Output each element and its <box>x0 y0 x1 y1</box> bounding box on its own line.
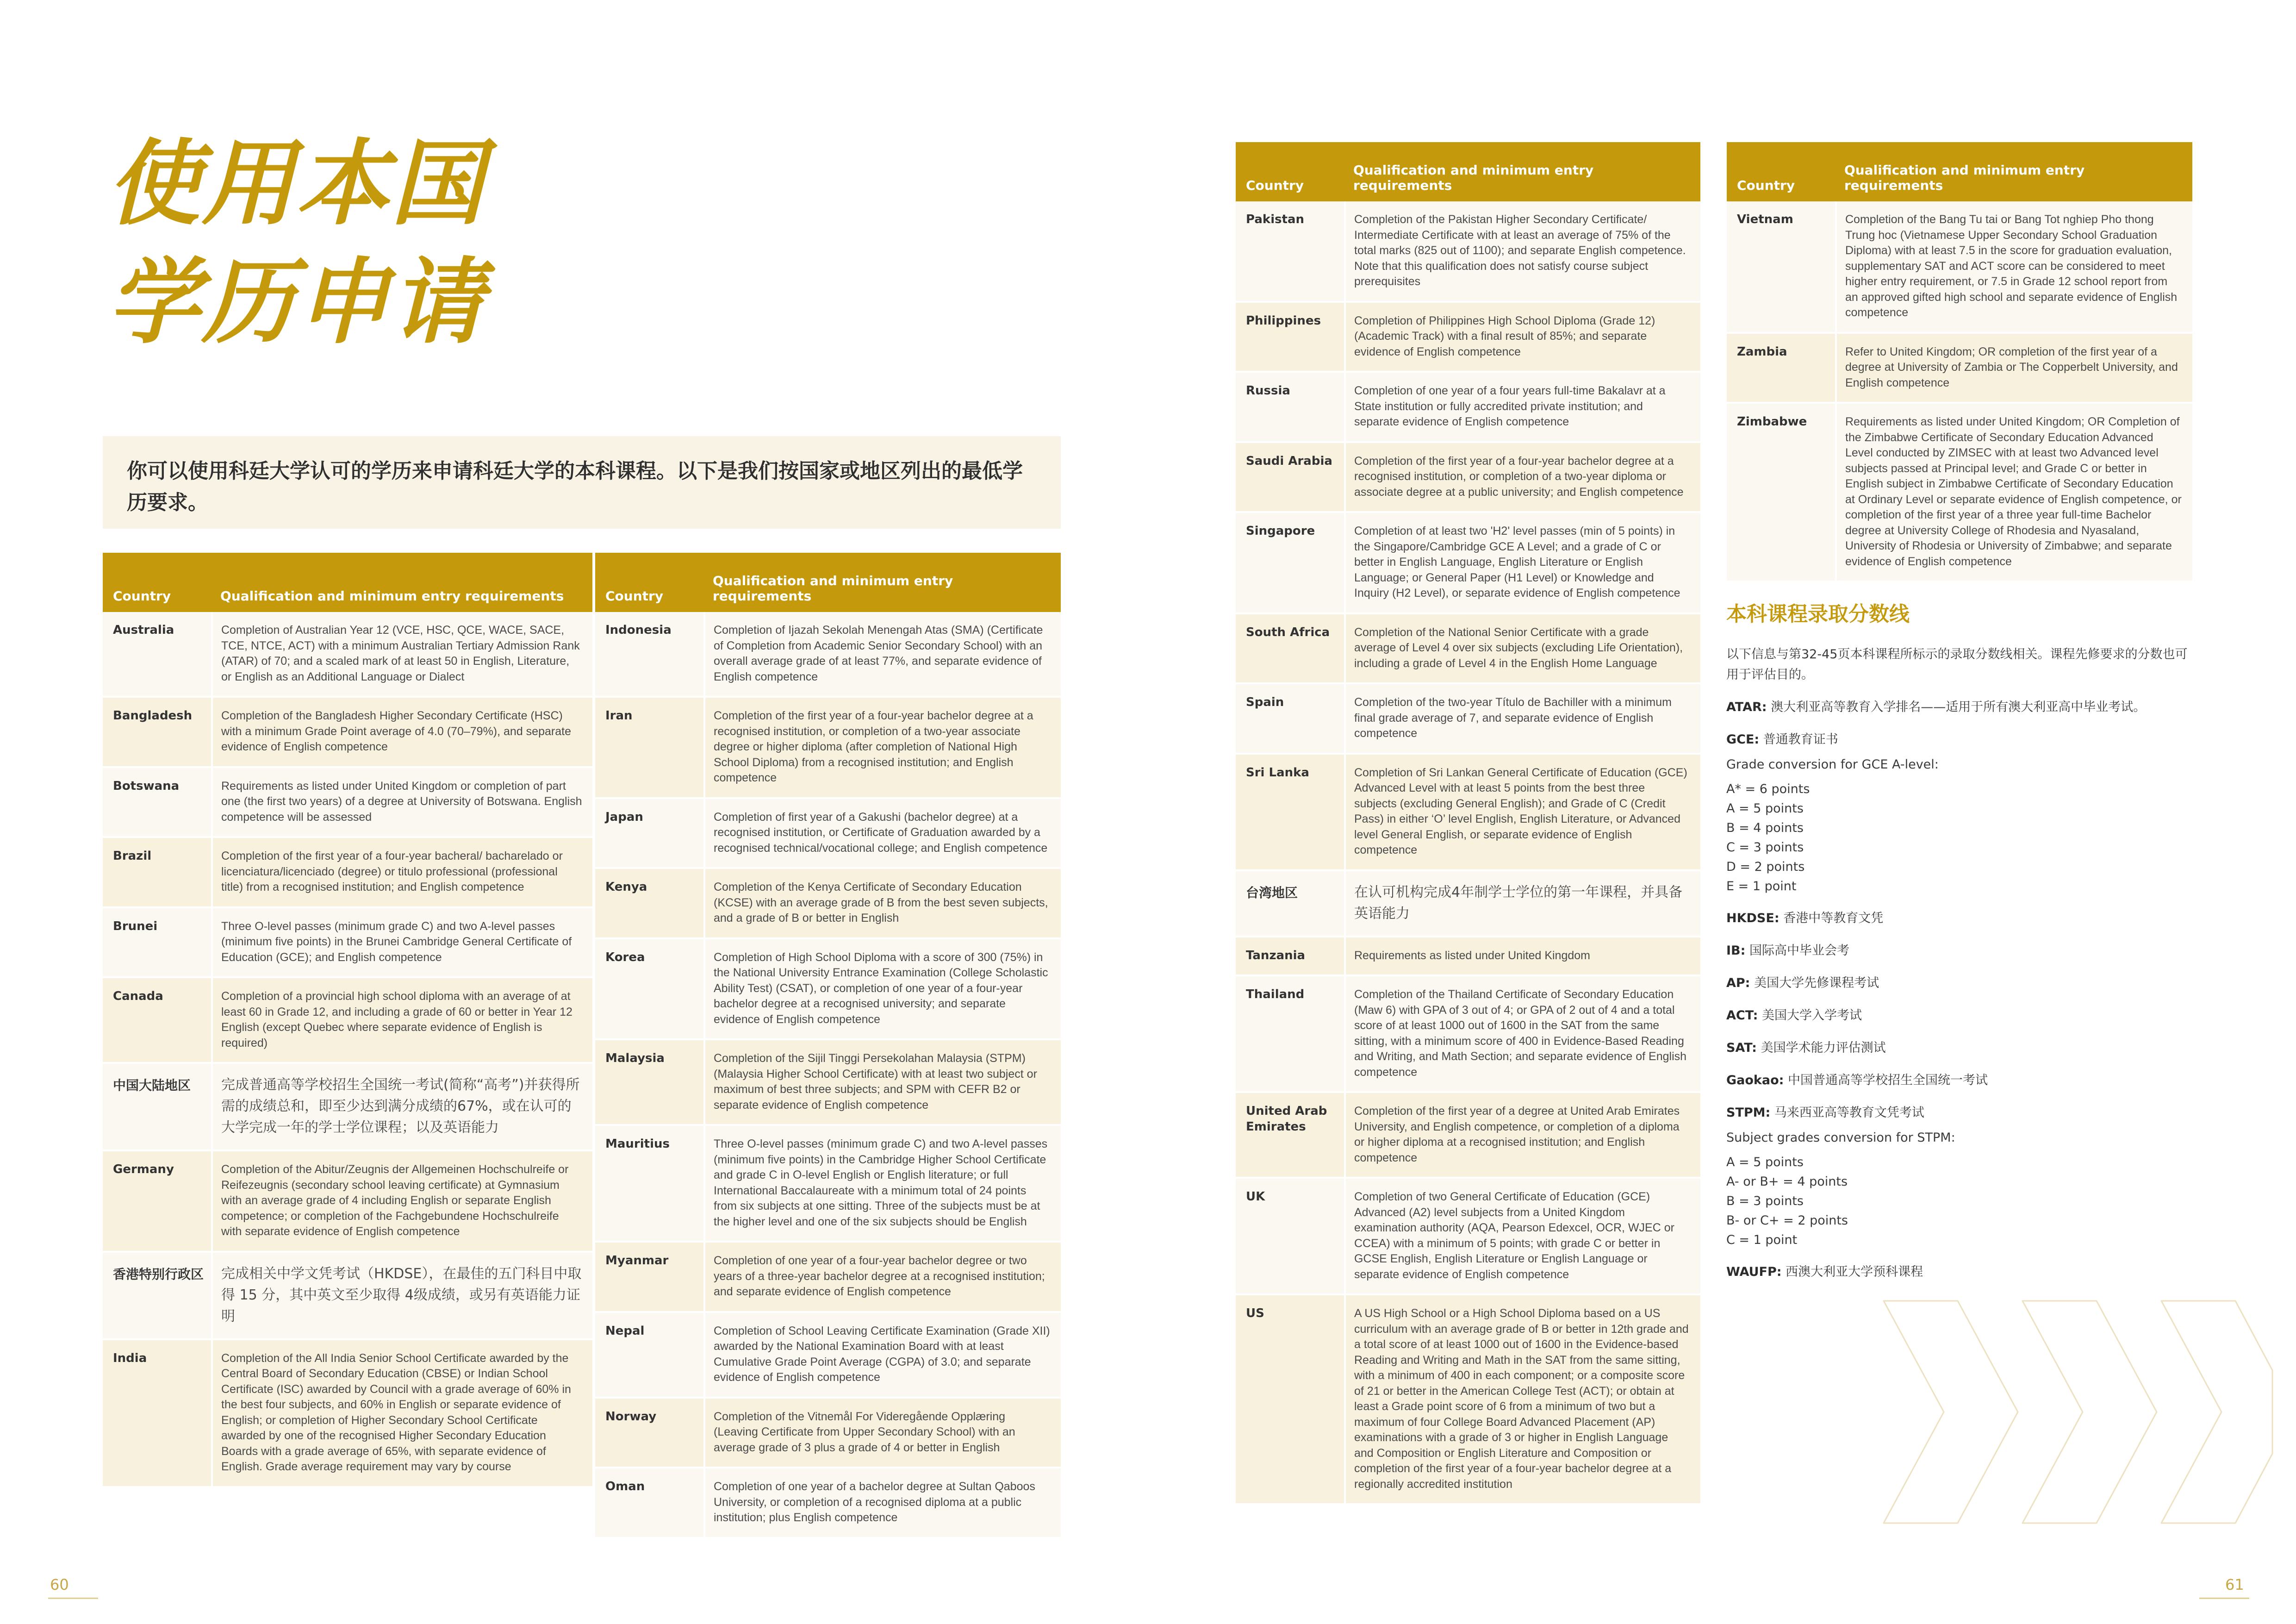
requirement-cell: Completion of the Bangladesh Higher Secondary Certificate (HSC) with a minimum Grade Point average of 4.0 (70–79%), and separate evidence of English competence <box>212 697 592 767</box>
term-text: 马来西亚高等教育文凭考试 <box>1770 1106 1924 1120</box>
column-header-country: Country <box>103 553 212 612</box>
term-text: 国际高中毕业会考 <box>1745 943 1850 958</box>
table-row <box>1236 937 1700 976</box>
country-cell: Tanzania <box>1236 937 1345 976</box>
country-cell: United Arab Emirates <box>1236 1092 1345 1178</box>
country-cell: Brazil <box>103 837 212 907</box>
column-header-country: Country <box>595 553 704 612</box>
stpm-grade-list <box>1726 1153 2194 1250</box>
list-item: A = 5 points <box>1726 1155 1804 1169</box>
requirement-cell: Completion of High School Diploma with a score of 300 (75%) in the National University Entrance Examination (College Scholastic Ability Test) (CSAT), or completion of one year of a four-year bachelor degree at a recognised university; and separate evidence of English competence <box>704 938 1061 1040</box>
admission-scores-section <box>1726 597 2194 1294</box>
list-item: C = 1 point <box>1726 1233 1798 1247</box>
table-row <box>595 612 1061 697</box>
country-cell: Malaysia <box>595 1039 704 1125</box>
table-row <box>1236 683 1700 754</box>
table-row <box>595 697 1061 798</box>
term-label: HKDSE: <box>1726 911 1780 925</box>
page-title-line-2: 学历申请 <box>107 249 485 356</box>
list-item: D = 2 points <box>1726 860 1805 874</box>
chevron-icon <box>2022 1301 2157 1523</box>
country-cell: 台湾地区 <box>1236 870 1345 937</box>
country-cell: Brunei <box>103 907 212 978</box>
country-cell: Russia <box>1236 372 1345 442</box>
country-cell: South Africa <box>1236 613 1345 684</box>
country-cell: Singapore <box>1236 512 1345 613</box>
term-text: 西澳大利亚大学预科课程 <box>1781 1265 1923 1279</box>
waufp-definition <box>1726 1262 2194 1282</box>
table-row <box>1236 512 1700 613</box>
atar-definition <box>1726 697 2194 718</box>
page-title <box>107 125 485 362</box>
country-cell: Botswana <box>103 767 212 837</box>
table-row <box>1727 403 2192 581</box>
table-row <box>595 798 1061 868</box>
requirement-cell: Completion of the first year of a degree at United Arab Emirates University, and English competence, or completion of a diploma or higher diploma at a recognised institution; and English competence <box>1345 1092 1700 1178</box>
gaokao-definition <box>1726 1070 2194 1091</box>
country-cell: Nepal <box>595 1312 704 1398</box>
requirements-table-3 <box>1236 142 1700 1505</box>
term-label: AP: <box>1726 976 1750 990</box>
list-item: A = 5 points <box>1726 801 1804 816</box>
requirement-cell: Completion of the first year of a four-year bachelor degree at a recognised institution, or completion of a two-year diploma or associate degree at a public university; and English competence <box>1345 442 1700 512</box>
page-number-left: 60 <box>50 1576 69 1593</box>
requirement-cell: Completion of the Vitnemål For Videregående Opplæring (Leaving Certificate from Upper Secondary School) with an average grade of 3 plus a grade of 4 or better in English <box>704 1398 1061 1468</box>
column-header-requirements: Qualification and minimum entry requirements <box>704 553 1061 612</box>
table-row <box>103 1252 592 1339</box>
requirement-cell: Completion of at least two 'H2' level passes (min of 5 points) in the Singapore/Cambridge GCE A Level; and a grade of C or better in English Language, English Literature or English Language; or General Paper (H1 Level) or Knowledge and Inquiry (H2 Level), or separate evidence of English competence <box>1345 512 1700 613</box>
country-cell: 香港特别行政区 <box>103 1252 212 1339</box>
requirement-cell: Completion of the All India Senior School Certificate awarded by the Central Board of Secondary Education (CBSE) or Indian School Certificate (ISC) awarded by Council with a grade average of 60% in the best four subjects, and 60% in English or separate evidence of English; or completion of Higher Secondary School Certificate awarded by one of the recognised Higher Secondary Education Boards with a grade average of 65%, with separate evidence of English. Grade average requirement may vary by course <box>212 1339 592 1487</box>
requirement-cell: Completion of first year of a Gakushi (bachelor degree) at a recognised institution, or Certificate of Graduation awarded by a recognised technical/vocational college; and English competence <box>704 798 1061 868</box>
term-label: ACT: <box>1726 1008 1758 1023</box>
term-text: 美国学术能力评估测试 <box>1756 1041 1886 1055</box>
country-cell: Oman <box>595 1468 704 1538</box>
table-row <box>1236 372 1700 442</box>
country-cell: US <box>1236 1294 1345 1504</box>
requirement-cell: Completion of the Thailand Certificate of Secondary Education (Maw 6) with GPA of 3 out of 4; or GPA of 2 out of 4 and a total score of at least 1000 out of 1600 in the SAT from the same sitting, with a minimum score of 400 in Evidence-Based Reading and Writing, and Math Section; and separate evidence of English competence <box>1345 975 1700 1092</box>
list-item: A* = 6 points <box>1726 782 1810 796</box>
country-cell: Canada <box>103 977 212 1063</box>
table-row <box>103 767 592 837</box>
table-row <box>595 1312 1061 1398</box>
sat-definition <box>1726 1038 2194 1058</box>
country-cell: Spain <box>1236 683 1345 754</box>
list-item: C = 3 points <box>1726 840 1804 855</box>
gce-grade-list <box>1726 780 2194 896</box>
requirement-cell: 完成普通高等学校招生全国统一考试(简称“高考”)并获得所需的成绩总和，即至少达到满分成绩的67%，或在认可的大学完成一年的学士学位课程；以及英语能力 <box>212 1063 592 1150</box>
requirement-cell: Completion of Sri Lankan General Certificate of Education (GCE) Advanced Level with at least 5 points from the best three subjects (excluding General English); and Grade of C (Credit Pass) in either ‘O’ level English, English Literature, or Advanced level General English, or separate evidence of English competence <box>1345 754 1700 870</box>
requirement-cell: 在认可机构完成4年制学士学位的第一年课程，并具备英语能力 <box>1345 870 1700 937</box>
table-row <box>1236 870 1700 937</box>
country-cell: India <box>103 1339 212 1487</box>
requirement-cell: Completion of one year of a four years full-time Bakalavr at a State institution or fully accredited private institution; and separate evidence of English competence <box>1345 372 1700 442</box>
requirement-cell: Requirements as listed under United Kingdom or completion of part one (the first two years) of a degree at University of Botswana. English competence will be assessed <box>212 767 592 837</box>
term-text: 中国普通高等学校招生全国统一考试 <box>1784 1073 1988 1087</box>
requirement-cell: Completion of the two-year Título de Bachiller with a minimum final grade average of 7, and separate evidence of English competence <box>1345 683 1700 754</box>
requirement-cell: A US High School or a High School Diploma based on a US curriculum with an average grade of B or better in 12th grade and a total score of at least 1000 out of 1600 in the Evidence-based Reading and Writing and Math in the SAT from the same sitting, with a minimum of 400 in each component; or a composite score of 21 or better in the American College Test (ACT); or obtain at least a Grade point score of 6 from a minimum of two but a maximum of four College Board Advanced Placement (AP) examinations with a grade of 3 or higher in English Language and Composition or English Literature and Composition or completion of the first year of a four-year bachelor degree at a regionally accredited institution <box>1345 1294 1700 1504</box>
requirements-table-1 <box>103 553 592 1488</box>
country-cell: Australia <box>103 612 212 697</box>
term-label: WAUFP: <box>1726 1265 1782 1279</box>
requirement-cell: Completion of the Abitur/Zeugnis der Allgemeinen Hochschulreife or Reifezeugnis (secondary school leaving certificate) at Gymnasium with an average grade of 4 including English or separate English competence; or completion of the Fachgebundene Hochschulreife with separate evidence of English competence <box>212 1150 592 1252</box>
country-cell: Vietnam <box>1727 201 1836 333</box>
country-cell: Saudi Arabia <box>1236 442 1345 512</box>
table-row <box>103 837 592 907</box>
country-cell: Iran <box>595 697 704 798</box>
requirement-cell: Completion of the Bang Tu tai or Bang Tot nghiep Pho thong Trung hoc (Vietnamese Upper Secondary School Graduation Diploma) with at least 7.5 in the score for graduation evaluation, supplementary SAT and ACT score can be considered to meet higher entry requirement, or 7.5 in Grade 12 school report from an approved gifted high school and separate evidence of English competence <box>1836 201 2192 333</box>
requirement-cell: Completion of a provincial high school diploma with an average of at least 60 in Grade 12, and including a grade of 60 or better in Year 12 English (except Quebec where separate evidence of English is required) <box>212 977 592 1063</box>
table-row <box>595 1398 1061 1468</box>
column-header-requirements: Qualification and minimum entry requirements <box>1345 142 1700 201</box>
country-cell: Bangladesh <box>103 697 212 767</box>
requirement-cell: Requirements as listed under United Kingdom; OR Completion of the Zimbabwe Certificate of Secondary Education Advanced Level conducted by ZIMSEC with at least two Advanced level subjects passed at Principal level; and Grade C or better in English subject in Zimbabwe Certificate of Secondary Education at Ordinary Level or separate evidence of English competence, or completion of the first year of a three year full-time Bachelor degree at University College of Rhodesia and Nyasaland, University of Rhodesia or University of Zimbabwe; and separate evidence of English competence <box>1836 403 2192 581</box>
country-cell: Zimbabwe <box>1727 403 1836 581</box>
requirement-cell: Requirements as listed under United Kingdom <box>1345 937 1700 976</box>
table-row <box>103 907 592 978</box>
requirement-cell: Completion of the National Senior Certificate with a grade average of Level 4 over six subjects (excluding Life Orientation), including a grade of Level 4 in the English Home Language <box>1345 613 1700 684</box>
section-heading: 本科课程录取分数线 <box>1726 602 1910 626</box>
table-row <box>595 1125 1061 1242</box>
ib-definition <box>1726 941 2194 961</box>
country-cell: Kenya <box>595 868 704 938</box>
requirement-cell: Refer to United Kingdom; OR completion of the first year of a degree at University of Zambia or The Copperbelt University, and English competence <box>1836 333 2192 403</box>
table-row <box>595 868 1061 938</box>
term-label: GCE: <box>1726 732 1760 747</box>
gce-conversion-title: Grade conversion for GCE A-level: <box>1726 757 1939 772</box>
table-row <box>1236 442 1700 512</box>
table-row <box>1236 613 1700 684</box>
country-cell: Japan <box>595 798 704 868</box>
country-cell: Mauritius <box>595 1125 704 1242</box>
table-row <box>103 612 592 697</box>
chevron-icon <box>2161 1301 2272 1523</box>
page-title-line-1: 使用本国 <box>107 130 485 238</box>
country-cell: Myanmar <box>595 1242 704 1312</box>
table-row <box>103 697 592 767</box>
requirement-cell: Completion of Australian Year 12 (VCE, HSC, QCE, WACE, SACE, TCE, NTCE, ACT) with a minimum Australian Tertiary Admission Rank (ATAR) of 70; and a scaled mark of at least 50 in English, Literature, or English as an Additional Language or Dialect <box>212 612 592 697</box>
requirement-cell: Completion of the Sijil Tinggi Persekolahan Malaysia (STPM) (Malaysia Higher School Certificate) with at least two subject or maximum of best three subjects; and SPM with CEFR B2 or separate evidence of English competence <box>704 1039 1061 1125</box>
ap-definition <box>1726 973 2194 993</box>
requirement-cell: Completion of the first year of a four-year bacheral/ bacharelado or licenciatura/licenciado (degree) or titulo professional (professional title) from a recognised institution; and English competence <box>212 837 592 907</box>
country-cell: Thailand <box>1236 975 1345 1092</box>
hkdse-definition <box>1726 908 2194 929</box>
term-label: STPM: <box>1726 1106 1771 1120</box>
intro-text: 你可以使用科廷大学认可的学历来申请科廷大学的本科课程。以下是我们按国家或地区列出的最低学历要求。 <box>127 459 1023 514</box>
list-item: B = 4 points <box>1726 821 1804 835</box>
stpm-definition <box>1726 1103 2194 1123</box>
table-row <box>1236 302 1700 372</box>
stpm-conversion-title: Subject grades conversion for STPM: <box>1726 1131 1955 1145</box>
column-header-country: Country <box>1727 142 1836 201</box>
list-item: B- or C+ = 2 points <box>1726 1213 1848 1228</box>
page-number-left-rule <box>48 1598 98 1599</box>
term-label: IB: <box>1726 943 1746 958</box>
table-row <box>1236 1092 1700 1178</box>
country-cell: UK <box>1236 1178 1345 1294</box>
requirement-cell: Completion of two General Certificate of Education (GCE) Advanced (A2) level subjects from a United Kingdom examination authority (AQA, Pearson Edexcel, OCR, WJEC or CCEA) with a minimum of 5 points; with grade C or better in GCSE English, English Literature or English Language or separate evidence of English competence <box>1345 1178 1700 1294</box>
term-text: 普通教育证书 <box>1759 732 1838 747</box>
table-row <box>103 1339 592 1487</box>
list-item: A- or B+ = 4 points <box>1726 1174 1848 1189</box>
act-definition <box>1726 1006 2194 1026</box>
page-number-right-rule <box>2199 1598 2249 1599</box>
requirement-cell: Completion of School Leaving Certificate Examination (Grade XII) awarded by the National Examination Board with at least Cumulative Grade Point Average (CGPA) of 3.0; and separate evidence of English competence <box>704 1312 1061 1398</box>
requirement-cell: Completion of the Pakistan Higher Secondary Certificate/ Intermediate Certificate with at least an average of 75% of the total marks (825 out of 1100); and separate English competence. Note that this qualification does not satisfy course subject prerequisites <box>1345 201 1700 302</box>
chevron-arrows-decoration <box>1879 1296 2277 1528</box>
term-text: 澳大利亚高等教育入学排名——适用于所有澳大利亚高中毕业考试。 <box>1767 700 2146 714</box>
term-text: 香港中等教育文凭 <box>1779 911 1884 925</box>
table-row <box>1727 201 2192 333</box>
table-row <box>595 1468 1061 1538</box>
country-cell: Philippines <box>1236 302 1345 372</box>
table-row <box>595 938 1061 1040</box>
chevron-icon <box>1884 1301 2018 1523</box>
table-row <box>103 1150 592 1252</box>
country-cell: Sri Lanka <box>1236 754 1345 870</box>
term-label: Gaokao: <box>1726 1073 1784 1087</box>
column-header-requirements: Qualification and minimum entry requirements <box>212 553 592 612</box>
country-cell: 中国大陆地区 <box>103 1063 212 1150</box>
country-cell: Zambia <box>1727 333 1836 403</box>
table-row <box>595 1039 1061 1125</box>
country-cell: Pakistan <box>1236 201 1345 302</box>
requirement-cell: Completion of the Kenya Certificate of Secondary Education (KCSE) with an average grade of B from the best seven subjects, and a grade of B or better in English <box>704 868 1061 938</box>
intro-box <box>103 436 1061 529</box>
column-header-country: Country <box>1236 142 1345 201</box>
requirements-table-2 <box>595 553 1061 1539</box>
requirement-cell: Completion of one year of a bachelor degree at Sultan Qaboos University, or completion of a recognised diploma at a public institution; plus English competence <box>704 1468 1061 1538</box>
table-row <box>595 1242 1061 1312</box>
country-cell: Korea <box>595 938 704 1040</box>
gce-definition <box>1726 730 2194 750</box>
column-header-requirements: Qualification and minimum entry requirements <box>1836 142 2192 201</box>
table-row <box>103 977 592 1063</box>
table-row <box>1236 201 1700 302</box>
country-cell: Norway <box>595 1398 704 1468</box>
list-item: B = 3 points <box>1726 1194 1804 1208</box>
requirement-cell: Completion of the first year of a four-year bachelor degree at a recognised institution, or completion of a two-year associate degree or higher diploma (after completion of National High School Diploma) from a recognised institution; and English competence <box>704 697 1061 798</box>
table-row <box>1236 975 1700 1092</box>
table-row <box>1236 754 1700 870</box>
requirement-cell: Completion of Ijazah Sekolah Menengah Atas (SMA) (Certificate of Completion from Academic Senior Secondary School) with an overall average grade of at least 77%, and separate evidence of English competence <box>704 612 1061 697</box>
term-label: SAT: <box>1726 1041 1757 1055</box>
country-cell: Indonesia <box>595 612 704 697</box>
page-number-right: 61 <box>2225 1576 2244 1593</box>
requirement-cell: 完成相关中学文凭考试（HKDSE），在最佳的五门科目中取得 15 分，其中英文至少取得 4级成绩，或另有英语能力证明 <box>212 1252 592 1339</box>
table-row <box>1236 1178 1700 1294</box>
term-text: 美国大学入学考试 <box>1758 1008 1862 1023</box>
country-cell: Germany <box>103 1150 212 1252</box>
requirement-cell: Three O-level passes (minimum grade C) and two A-level passes (minimum five points) in the Cambridge Higher School Certificate and grade C in O-level English or English literature; or full International Baccalaureate with a minimum total of 24 points from six subjects at one sitting. Three of the subjects must be at the higher level and one of the six subjects should be English <box>704 1125 1061 1242</box>
requirements-table-4 <box>1727 142 2192 582</box>
table-row <box>1236 1294 1700 1504</box>
table-row <box>1727 333 2192 403</box>
requirement-cell: Three O-level passes (minimum grade C) and two A-level passes (minimum five points) in the Brunei Cambridge General Certificate of Education (GCE); and English competence <box>212 907 592 978</box>
section-intro: 以下信息与第32-45页本科课程所标示的录取分数线相关。课程先修要求的分数也可用于评估目的。 <box>1726 647 2188 682</box>
requirement-cell: Completion of one year of a four-year bachelor degree or two years of a three-year bachelor degree at a recognised institution; and separate evidence of English competence <box>704 1242 1061 1312</box>
requirement-cell: Completion of Philippines High School Diploma (Grade 12) (Academic Track) with a final result of 85%; and separate evidence of English competence <box>1345 302 1700 372</box>
table-row <box>103 1063 592 1150</box>
term-label: ATAR: <box>1726 700 1767 714</box>
list-item: E = 1 point <box>1726 879 1797 893</box>
term-text: 美国大学先修课程考试 <box>1750 976 1879 990</box>
